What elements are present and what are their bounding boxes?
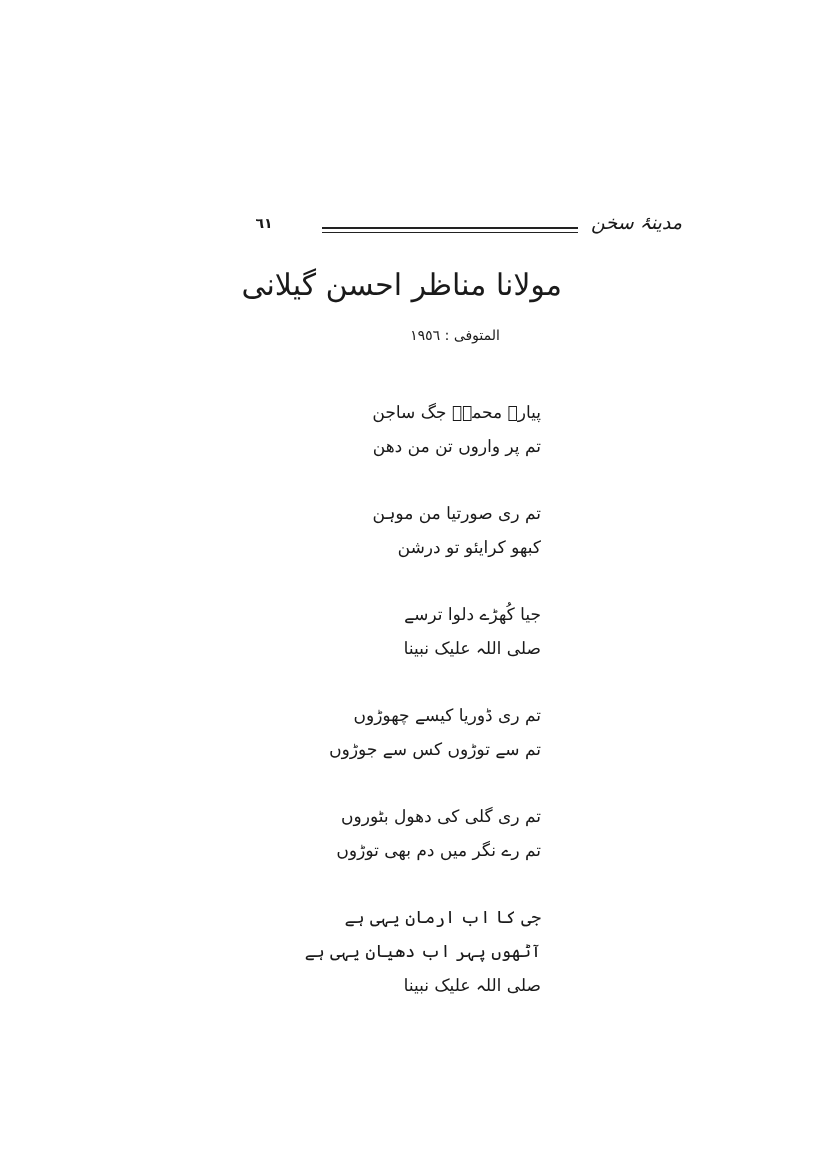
verse-line: تم ری گلی کی دھول بٹوروں	[341, 807, 541, 827]
stanza	[281, 800, 541, 868]
verse-line: کبھو کرایئو تو درشن	[397, 538, 541, 558]
verse-line: تم ری ڈوریا کیسے چھوڑوں	[353, 706, 541, 726]
stanza	[281, 699, 541, 767]
verse-line: جیا کُھڑے دلوا ترسے	[404, 605, 541, 625]
poet-name: مولانا مناظر احسن گیلانی	[241, 268, 562, 303]
death-year: ١٩٥٦	[410, 328, 441, 344]
stanza	[281, 396, 541, 464]
stanza	[281, 598, 541, 666]
verse-line: تم پر واروں تن من دھن	[372, 437, 541, 457]
verse-line: تم سے توڑوں کس سے جوڑوں	[329, 740, 541, 760]
verse-line: تم ری صورتیا من موہن	[372, 504, 541, 524]
poem	[281, 396, 541, 1003]
verse-line: صلی اللہ علیک نبینا	[403, 639, 541, 659]
stanza	[281, 901, 541, 1003]
verse-line: تم رے نگر میں دم بھی توڑوں	[336, 841, 541, 861]
page-number: ٦١	[255, 216, 273, 232]
death-separator: :	[444, 328, 450, 344]
header-rule-thick	[322, 227, 578, 229]
verse-line: صلی اللہ علیک نبینا	[403, 976, 541, 996]
death-label: المتوفی	[453, 328, 500, 344]
verse-line: پیارے محمدؐ جگ ساجن	[372, 403, 541, 423]
verse-line: آٹھوں پہر اب دھیان یہی ہے	[304, 942, 541, 962]
verse-line: جی کا اب ارمان یہی ہے	[344, 908, 541, 928]
header-rule-thin	[322, 232, 578, 233]
stanza	[281, 497, 541, 565]
running-title: مدینۂ سخن	[591, 212, 682, 234]
death-date-line	[380, 328, 530, 344]
